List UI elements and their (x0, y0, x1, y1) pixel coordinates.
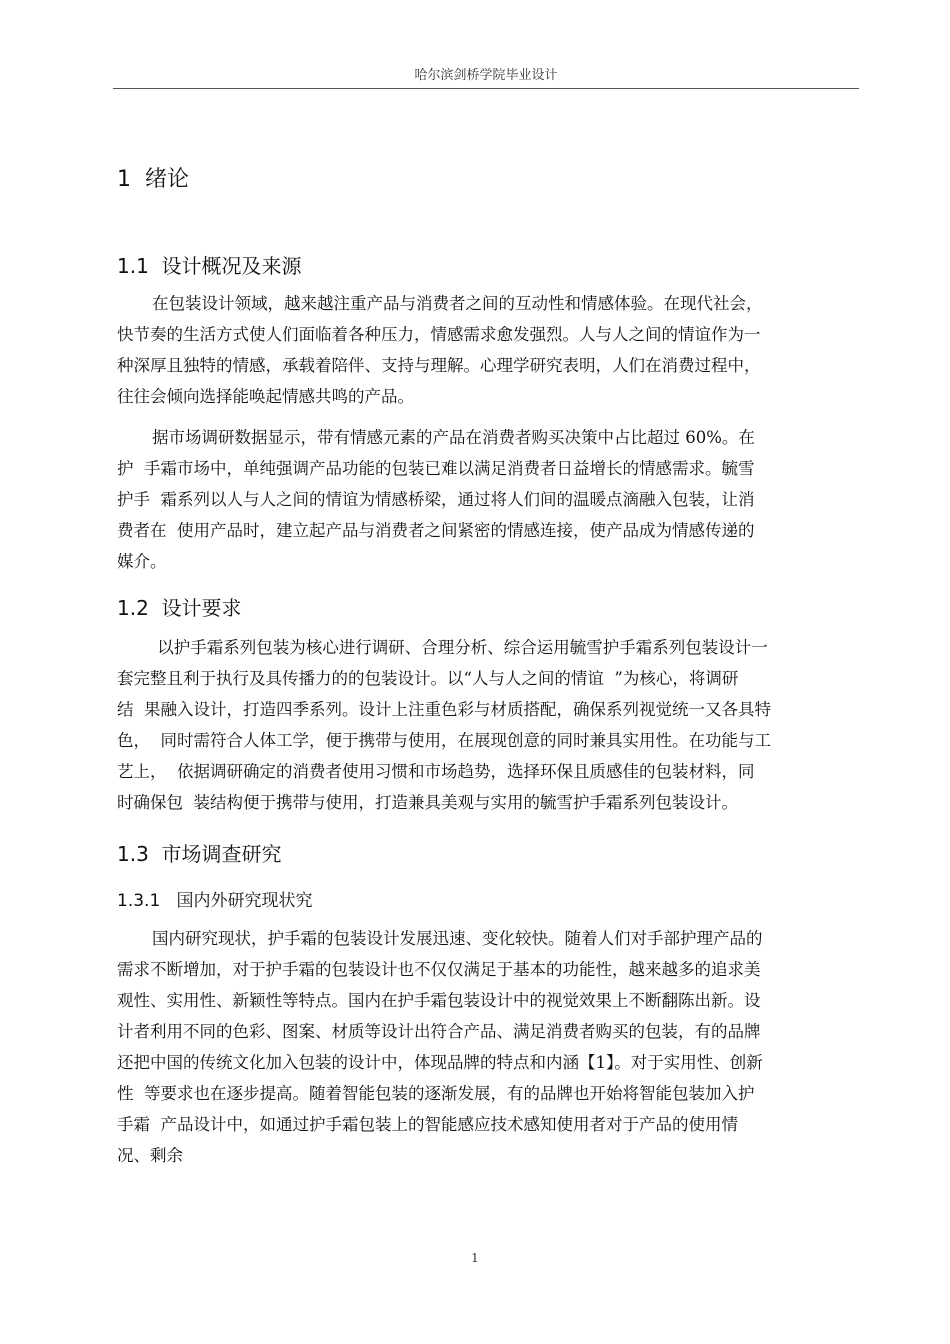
text-line: 媒介。 (117, 552, 167, 571)
text-line: 以护手霜系列包装为核心进行调研、合理分析、综合运用毓雪护手霜系列包装设计一 (152, 638, 768, 657)
section-title-1-3: 1.3 市场调查研究 (117, 842, 282, 866)
text-line: 手霜 产品设计中，如通过护手霜包装上的智能感应技术感知使用者对于产品的使用情 (117, 1115, 738, 1134)
section-title-1-2: 1.2 设计要求 (117, 596, 242, 620)
paragraph-1-1-b (117, 422, 862, 577)
section-title-1-1: 1.1 设计概况及来源 (117, 254, 302, 278)
text-line: 况、剩余 (117, 1146, 183, 1165)
text-line: 性 等要求也在逐步提高。随着智能包装的逐渐发展，有的品牌也开始将智能包装加入护 (117, 1084, 755, 1103)
text-line: 种深厚且独特的情感，承载着陪伴、支持与理解。心理学研究表明，人们在消费过程中， (117, 356, 761, 375)
text-line: 快节奏的生活方式使人们面临着各种压力，情感需求愈发强烈。人与人之间的情谊作为一 (117, 325, 761, 344)
running-header: 哈尔滨剑桥学院毕业设计 (414, 68, 558, 83)
text-line: 还把中国的传统文化加入包装的设计中，体现品牌的特点和内涵【1】。对于实用性、创新 (117, 1053, 763, 1072)
paragraph-1-3-1 (117, 923, 862, 1171)
subsection-title-1-3-1: 1.3.1 国内外研究现状究 (117, 891, 313, 911)
page-number: 1 (471, 1251, 479, 1265)
text-line: 据市场调研数据显示，带有情感元素的产品在消费者购买决策中占比超过 60%。在 (152, 428, 755, 447)
header-divider (113, 88, 859, 89)
text-line: 护手 霜系列以人与人之间的情谊为情感桥梁，通过将人们间的温暖点滴融入包装，让消 (117, 490, 755, 509)
text-line: 需求不断增加，对于护手霜的包装设计也不仅仅满足于基本的功能性，越来越多的追求美 (117, 960, 761, 979)
text-line: 往往会倾向选择能唤起情感共鸣的产品。 (117, 387, 414, 406)
text-line: 护 手霜市场中，单纯强调产品功能的包装已难以满足消费者日益增长的情感需求。毓雪 (117, 459, 755, 478)
text-line: 计者利用不同的色彩、图案、材质等设计出符合产品、满足消费者购买的包装，有的品牌 (117, 1022, 761, 1041)
text-line: 结 果融入设计，打造四季系列。设计上注重色彩与材质搭配，确保系列视觉统一又各具特 (117, 700, 771, 719)
text-line: 在包装设计领域，越来越注重产品与消费者之间的互动性和情感体验。在现代社会， (152, 294, 763, 313)
text-line: 国内研究现状，护手霜的包装设计发展迅速、变化较快。随着人们对手部护理产品的 (152, 929, 763, 948)
text-line: 费者在 使用产品时，建立起产品与消费者之间紧密的情感连接，使产品成为情感传递的 (117, 521, 755, 540)
paragraph-1-2 (117, 632, 862, 818)
paragraph-1-1-a (117, 288, 862, 412)
text-line: 时确保包 装结构便于携带与使用，打造兼具美观与实用的毓雪护手霜系列包装设计。 (117, 793, 738, 812)
text-line: 艺上， 依据调研确定的消费者使用习惯和市场趋势，选择环保且质感佳的包装材料，同 (117, 762, 755, 781)
chapter-title: 1 绪论 (117, 167, 189, 192)
text-line: 观性、实用性、新颖性等特点。国内在护手霜包装设计中的视觉效果上不断翻陈出新。设 (117, 991, 761, 1010)
text-line: 色， 同时需符合人体工学，便于携带与使用，在展现创意的同时兼具实用性。在功能与工 (117, 731, 771, 750)
text-line: 套完整且利于执行及具传播力的的包装设计。以“人与人之间的情谊 ”为核心，将调研 (117, 669, 739, 688)
